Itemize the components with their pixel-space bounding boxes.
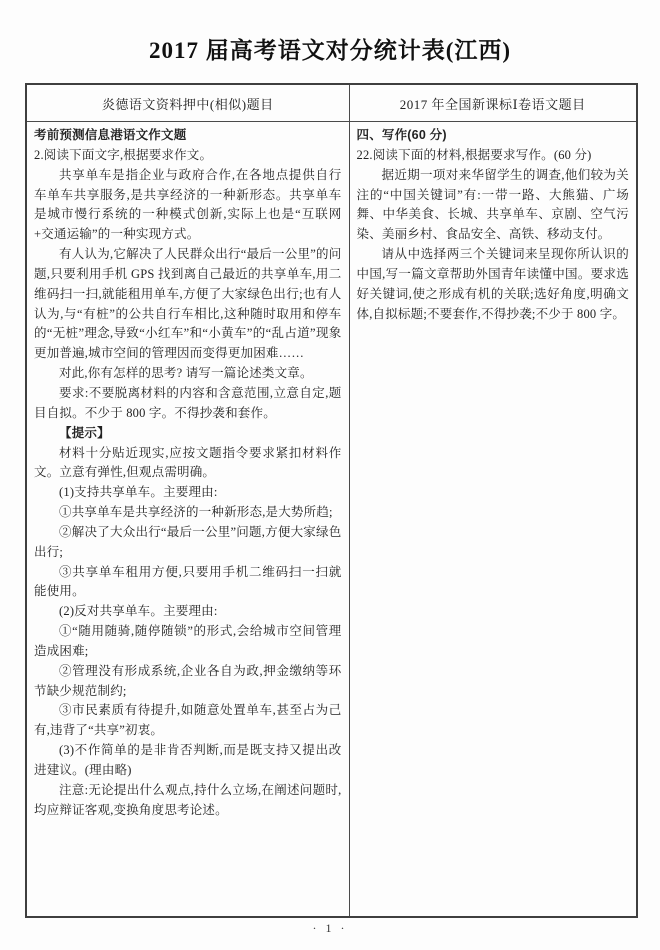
table-header-row: [26, 84, 637, 122]
paragraph: 2.阅读下面文字,根据要求作文。: [34, 147, 213, 162]
left-column-cell: [26, 122, 349, 918]
paragraph: ③共享单车租用方便,只要用手机二维码扫一扫就能使用。: [34, 564, 342, 599]
page-number: · 1 ·: [312, 921, 348, 935]
paragraph: 22.阅读下面的材料,根据要求写作。(60 分): [356, 147, 592, 162]
paragraph: 请从中选择两三个关键词来呈现你所认识的中国,写一篇文章帮助外国青年读懂中国。要求选好关键词,使之形成有机的关联;选好角度,明确文体,自拟标题;不要套作,不得抄袭;不少于 800 字。: [356, 247, 629, 321]
hint-label: 【提示】: [59, 425, 110, 440]
comparison-table: [25, 83, 638, 918]
paragraph: ②管理没有形成系统,企业各自为政,押金缴纳等环节缺少规范制约;: [34, 663, 342, 698]
paragraph: 有人认为,它解决了人民群众出行“最后一公里”的问题,只要利用手机 GPS 找到离自己最近的共享单车,用二维码扫一扫,就能租用单车,方便了大家绿色出行;也有人认为,与“有桩”的公共自行车相比,这种随时取用和停车的“无桩”理念,导致“小红车”和“小黄车”的“乱占道”现象更加普遍,城市空间的管理因而变得更加困难……: [34, 247, 342, 361]
document-title: 2017 届高考语文对分统计表(江西): [148, 38, 512, 63]
paragraph: 据近期一项对来华留学生的调查,他们较为关注的“中国关键词”有:一带一路、大熊猫、广场舞、中华美食、长城、共享单车、京剧、空气污染、美丽乡村、食品安全、高铁、移动支付。: [356, 167, 629, 242]
paragraph: 材料十分贴近现实,应按文题指令要求紧扣材料作文。立意有弹性,但观点需明确。: [34, 445, 342, 480]
paragraph: ①“随用随骑,随停随锁”的形式,会给城市空间管理造成困难;: [34, 624, 342, 658]
paragraph: 共享单车是指企业与政府合作,在各地点提供自行车单车共享服务,是共享经济的一种新形态。共享单车是城市慢行系统的一种模式创新,实际上也是“互联网+交通运输”的一种实现方式。: [34, 167, 342, 242]
left-cell-heading: 考前预测信息港语文作文题: [34, 128, 187, 142]
right-column-cell: [349, 122, 637, 918]
right-column-header: 2017 年全国新课标Ⅰ卷语文题目: [349, 84, 637, 122]
paragraph: (1)支持共享单车。主要理由:: [59, 485, 218, 500]
paragraph: (3)不作简单的是非肯否判断,而是既支持又提出改进建议。(理由略): [34, 743, 342, 777]
paragraph: ①共享单车是共享经济的一种新形态,是大势所趋;: [59, 505, 333, 520]
paragraph: 要求:不要脱离材料的内容和含意范围,立意自定,题目自拟。不少于 800 字。不得抄袭和套作。: [34, 385, 342, 420]
left-column-header: 炎德语文资料押中(相似)题目: [26, 84, 349, 122]
paragraph: (2)反对共享单车。主要理由:: [59, 604, 218, 619]
paragraph: ②解决了大众出行“最后一公里”问题,方便大家绿色出行;: [34, 524, 342, 559]
right-cell-heading: 四、写作(60 分): [356, 128, 447, 142]
paragraph: ③市民素质有待提升,如随意处置单车,甚至占为己有,违背了“共享”初衷。: [34, 703, 342, 738]
paragraph: 注意:无论提出什么观点,持什么立场,在阐述问题时,均应辩证客观,变换角度思考论述。: [34, 782, 342, 817]
paragraph: 对此,你有怎样的思考? 请写一篇论述类文章。: [59, 366, 313, 381]
